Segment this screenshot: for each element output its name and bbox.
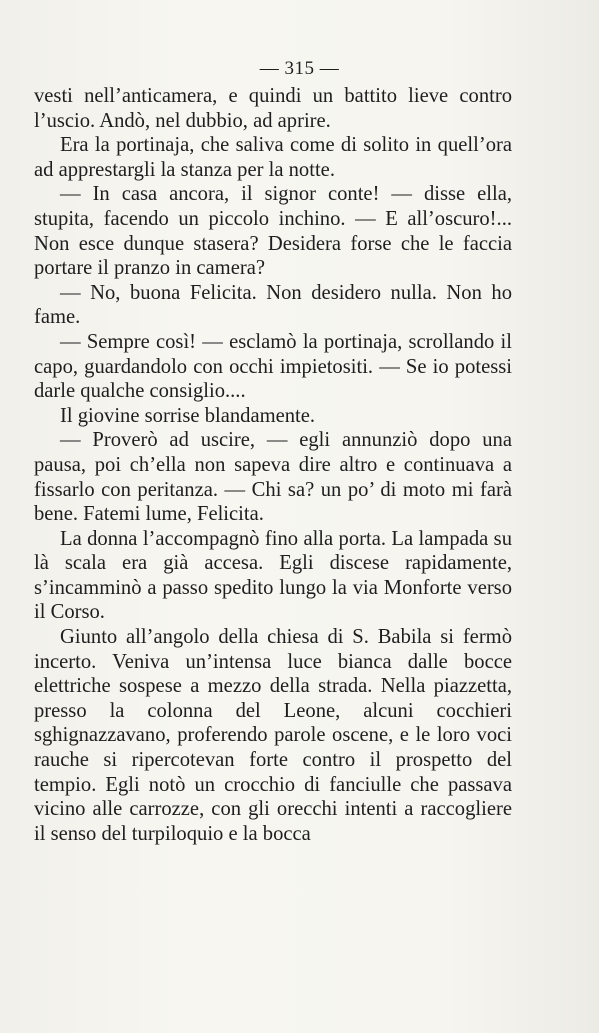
paragraph: Il giovine sorrise blandamente. — [60, 404, 316, 427]
paragraph: Giunto all’angolo della chiesa di S. Babila si fermò incerto. Veniva un’intensa luce bianca dalle bocce elettriche sospese a mezzo della strada. Nella piazzetta, presso la colonna del Leone, alcuni cocchieri sghignazzavano, proferendo parole oscene, e le loro voci rauche si ripercotevan forte contro il prospetto del tempio. Egli notò un crocchio di fanciulle che passava vicino alle carrozze, con gli orecchi intenti a raccogliere il senso del turpiloquio e la bocca — [34, 626, 512, 845]
paragraph: — Proverò ad uscire, — egli annunziò dopo una pausa, poi ch’ella non sapeva dire altro e continuava a fissarlo con peritanza. — Chi sa? un po’ di moto mi farà bene. Fatemi lume, Felicita. — [34, 429, 512, 526]
paragraph: La donna l’accompagnò fino alla porta. La lampada su là scala era già accesa. Egli discese rapidamente, s’incamminò a passo spedito lungo la via Monforte verso il Corso. — [34, 527, 512, 624]
paragraph: — Sempre così! — esclamò la portinaja, scrollando il capo, guardandolo con occhi impietositi. — Se io potessi darle qualche consiglio.... — [34, 330, 512, 403]
paragraph: — No, buona Felicita. Non desidero nulla. Non ho fame. — [34, 281, 512, 329]
paragraph: vesti nell’anticamera, e quindi un battito lieve contro l’uscio. Andò, nel dubbio, ad aprire. — [34, 85, 512, 132]
page-number: — 315 — — [259, 58, 340, 79]
paragraph: — In casa ancora, il signor conte! — disse ella, stupita, facendo un piccolo inchino. — E all’oscuro!... Non esce dunque stasera? Desidera forse che le faccia portare il pranzo in camera? — [34, 183, 512, 280]
paragraph: Era la portinaja, che saliva come di solito in quell’ora ad apprestargli la stanza per la notte. — [34, 134, 512, 181]
body-text — [34, 84, 512, 846]
